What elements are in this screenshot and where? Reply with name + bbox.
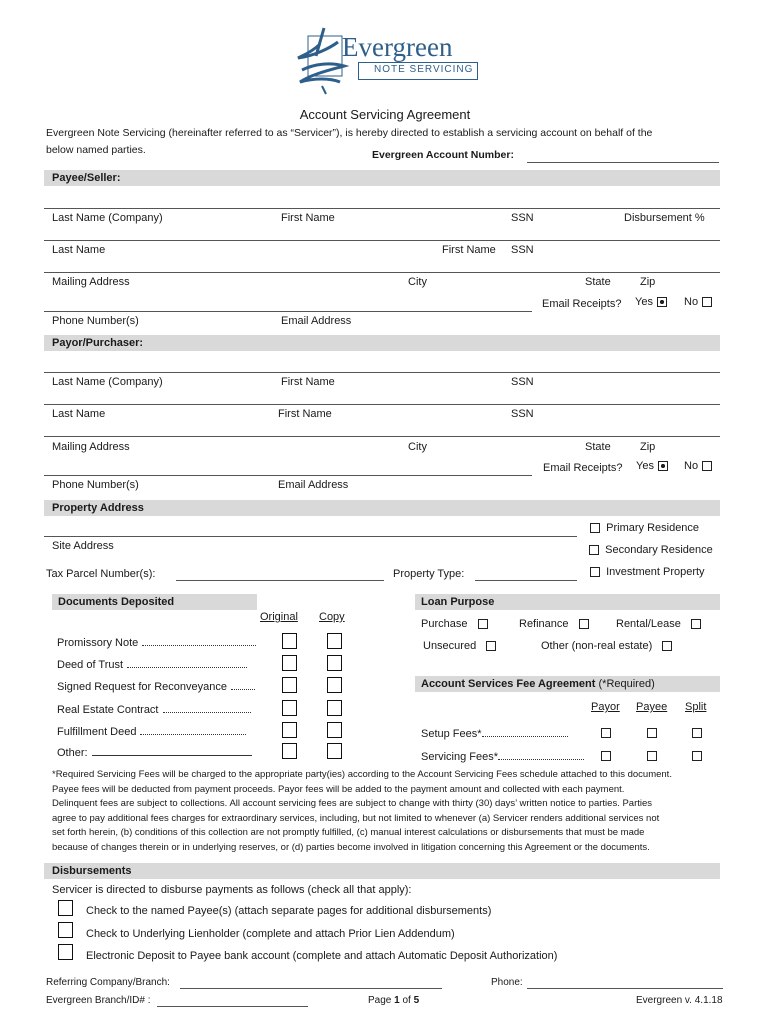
page-number: Page 1 of 5 bbox=[368, 995, 420, 1006]
loan-refinance[interactable]: Refinance bbox=[519, 618, 589, 630]
payor-yes-checkbox[interactable] bbox=[658, 461, 668, 471]
copy-col: Copy bbox=[319, 611, 345, 623]
payee-email: Email Address bbox=[281, 315, 352, 327]
servicing-payee-checkbox[interactable] bbox=[647, 751, 657, 761]
account-number-label: Evergreen Account Number: bbox=[372, 149, 514, 161]
payor-ssn-2: SSN bbox=[511, 408, 534, 420]
page-title: Account Servicing Agreement bbox=[299, 107, 471, 122]
fees-required: (*Required) bbox=[598, 678, 655, 690]
disb-opt2: Check to Underlying Lienholder (complete and attach Prior Lien Addendum) bbox=[86, 928, 455, 940]
payee-first-name: First Name bbox=[281, 212, 335, 224]
loan-heading: Loan Purpose bbox=[415, 594, 720, 610]
fees-payor: Payor bbox=[591, 701, 620, 713]
branch-label: Evergreen Branch/ID# : bbox=[46, 995, 151, 1006]
payee-ssn-2: SSN bbox=[511, 244, 534, 256]
payor-ssn: SSN bbox=[511, 376, 534, 388]
payee-heading: Payee/Seller: bbox=[44, 170, 720, 186]
rental-checkbox[interactable] bbox=[691, 619, 701, 629]
document-row: Other: bbox=[57, 747, 252, 759]
copy-checkbox[interactable] bbox=[327, 633, 342, 649]
payee-yes-checkbox[interactable] bbox=[657, 297, 667, 307]
account-number-field[interactable] bbox=[527, 162, 719, 163]
loan-unsecured[interactable]: Unsecured bbox=[423, 640, 496, 652]
payor-zip: Zip bbox=[640, 441, 656, 453]
original-checkbox[interactable] bbox=[282, 722, 297, 738]
copy-checkbox[interactable] bbox=[327, 700, 342, 716]
disb-opt3-checkbox[interactable] bbox=[58, 944, 73, 960]
payee-disbursement: Disbursement % bbox=[624, 212, 705, 224]
payee-first-name-2: First Name bbox=[442, 244, 496, 256]
other-loan-checkbox[interactable] bbox=[662, 641, 672, 651]
payor-phone: Phone Number(s) bbox=[52, 479, 139, 491]
primary-residence[interactable]: Primary Residence bbox=[586, 522, 699, 534]
referring-label: Referring Company/Branch: bbox=[46, 977, 170, 988]
payee-no-checkbox[interactable] bbox=[702, 297, 712, 307]
fees-payee: Payee bbox=[636, 701, 668, 713]
payor-no[interactable]: No bbox=[684, 460, 712, 472]
disb-opt3: Electronic Deposit to Payee bank account (complete and attach Automatic Deposit Authorization) bbox=[86, 950, 558, 962]
disb-opt1: Check to the named Payee(s) (attach separate pages for additional disbursements) bbox=[86, 905, 492, 917]
payee-last-name: Last Name bbox=[52, 244, 106, 256]
copy-checkbox[interactable] bbox=[327, 743, 342, 759]
original-checkbox[interactable] bbox=[282, 677, 297, 693]
property-type: Property Type: bbox=[393, 568, 465, 580]
setup-split-checkbox[interactable] bbox=[692, 728, 702, 738]
original-col: Original bbox=[260, 611, 298, 623]
notice-line: Delinquent fees are subject to collections. All account servicing fees are subject to change with thirty (30) days’ written notice to parties. Parties bbox=[52, 798, 653, 809]
copy-checkbox[interactable] bbox=[327, 722, 342, 738]
investment-property[interactable]: Investment Property bbox=[586, 566, 705, 578]
payor-heading: Payor/Purchaser: bbox=[44, 335, 720, 351]
version: Evergreen v. 4.1.18 bbox=[636, 995, 723, 1006]
payee-city: City bbox=[408, 276, 427, 288]
setup-payor-checkbox[interactable] bbox=[601, 728, 611, 738]
primary-residence-checkbox[interactable] bbox=[590, 523, 600, 533]
notice-line: because of changes therein or in underlying reserves, or (d) parties become involved in litigation concerning this Agreement or the documents. bbox=[52, 841, 650, 853]
payee-phone: Phone Number(s) bbox=[52, 315, 139, 327]
setup-fees: Setup Fees* bbox=[421, 728, 568, 740]
purchase-checkbox[interactable] bbox=[478, 619, 488, 629]
property-heading: Property Address bbox=[44, 500, 720, 516]
payor-last-company: Last Name (Company) bbox=[52, 376, 163, 388]
servicing-fees: Servicing Fees* bbox=[421, 751, 584, 763]
fees-heading: Account Services Fee Agreement (*Required) bbox=[415, 676, 720, 692]
payee-no[interactable]: No bbox=[684, 296, 712, 308]
disbursement-lead: Servicer is directed to disburse payments as follows (check all that apply): bbox=[52, 884, 412, 896]
fee-notice bbox=[52, 768, 720, 855]
notice-line: Payee fees will be deducted from payment proceeds. Payor fees will be added to the payment amount and collected with each payment. bbox=[52, 783, 625, 795]
document-row: Real Estate Contract bbox=[57, 704, 251, 716]
disbursements-heading: Disbursements bbox=[44, 863, 720, 879]
phone-field[interactable] bbox=[527, 988, 723, 989]
payor-yes[interactable]: Yes bbox=[636, 460, 668, 472]
payor-mailing: Mailing Address bbox=[52, 441, 130, 453]
property-type-field[interactable] bbox=[475, 580, 577, 581]
branch-field[interactable] bbox=[157, 1006, 308, 1007]
tax-parcel-field[interactable] bbox=[176, 580, 384, 581]
original-checkbox[interactable] bbox=[282, 743, 297, 759]
document-row: Promissory Note bbox=[57, 637, 256, 649]
site-address: Site Address bbox=[52, 540, 114, 552]
disb-opt2-checkbox[interactable] bbox=[58, 922, 73, 938]
intro-line1: Evergreen Note Servicing (hereinafter referred to as “Servicer”), is hereby directed to establish a servicing account on behalf of the bbox=[46, 127, 653, 139]
payor-state: State bbox=[585, 441, 611, 453]
original-checkbox[interactable] bbox=[282, 700, 297, 716]
notice-line: agree to pay additional fees charges for extraordinary services, including, but not limited to whenever (a) Servicer renders additional services not bbox=[52, 812, 660, 824]
payor-no-checkbox[interactable] bbox=[702, 461, 712, 471]
payor-first-name: First Name bbox=[281, 376, 335, 388]
setup-payee-checkbox[interactable] bbox=[647, 728, 657, 738]
referring-field[interactable] bbox=[180, 988, 442, 989]
original-checkbox[interactable] bbox=[282, 633, 297, 649]
payee-ssn: SSN bbox=[511, 212, 534, 224]
servicing-split-checkbox[interactable] bbox=[692, 751, 702, 761]
disb-opt1-checkbox[interactable] bbox=[58, 900, 73, 916]
payee-last-company: Last Name (Company) bbox=[52, 212, 163, 224]
unsecured-checkbox[interactable] bbox=[486, 641, 496, 651]
secondary-residence-checkbox[interactable] bbox=[589, 545, 599, 555]
payor-first-name-2: First Name bbox=[278, 408, 332, 420]
notice-line: *Required Servicing Fees will be charged to the appropriate party(ies) according to the Account Servicing Fees schedule attached to this document. bbox=[52, 769, 672, 780]
secondary-residence[interactable]: Secondary Residence bbox=[585, 544, 713, 556]
payee-state: State bbox=[585, 276, 611, 288]
logo-sub: NOTE SERVICING bbox=[374, 64, 474, 75]
loan-purchase[interactable]: Purchase bbox=[421, 618, 488, 630]
notice-line: set forth herein, (b) conditions of this collection are not promptly fulfilled, (c) manual interest calculations or disbursements that must be made bbox=[52, 827, 645, 838]
phone-label: Phone: bbox=[491, 977, 523, 988]
refinance-checkbox[interactable] bbox=[579, 619, 589, 629]
loan-rental[interactable]: Rental/Lease bbox=[616, 618, 701, 630]
payor-last-name: Last Name bbox=[52, 408, 106, 420]
payor-email: Email Address bbox=[278, 479, 349, 491]
servicing-payor-checkbox[interactable] bbox=[601, 751, 611, 761]
tax-parcel: Tax Parcel Number(s): bbox=[46, 568, 156, 580]
fees-split: Split bbox=[685, 701, 707, 713]
payor-city: City bbox=[408, 441, 427, 453]
document-row: Deed of Trust bbox=[57, 659, 247, 671]
payee-yes[interactable]: Yes bbox=[635, 296, 667, 308]
logo bbox=[294, 26, 484, 98]
copy-checkbox[interactable] bbox=[327, 677, 342, 693]
investment-property-checkbox[interactable] bbox=[590, 567, 600, 577]
document-row: Signed Request for Reconveyance bbox=[57, 681, 255, 693]
logo-brand: Evergreen bbox=[342, 32, 453, 62]
documents-heading: Documents Deposited bbox=[52, 594, 257, 610]
payor-email-receipts: Email Receipts? bbox=[543, 462, 623, 474]
loan-other[interactable]: Other (non-real estate) bbox=[541, 640, 672, 652]
payee-mailing: Mailing Address bbox=[52, 276, 130, 288]
original-checkbox[interactable] bbox=[282, 655, 297, 671]
payee-zip: Zip bbox=[640, 276, 656, 288]
payee-email-receipts: Email Receipts? bbox=[542, 298, 622, 310]
intro-line2: below named parties. bbox=[46, 144, 146, 156]
document-row: Fulfillment Deed bbox=[57, 726, 246, 738]
copy-checkbox[interactable] bbox=[327, 655, 342, 671]
